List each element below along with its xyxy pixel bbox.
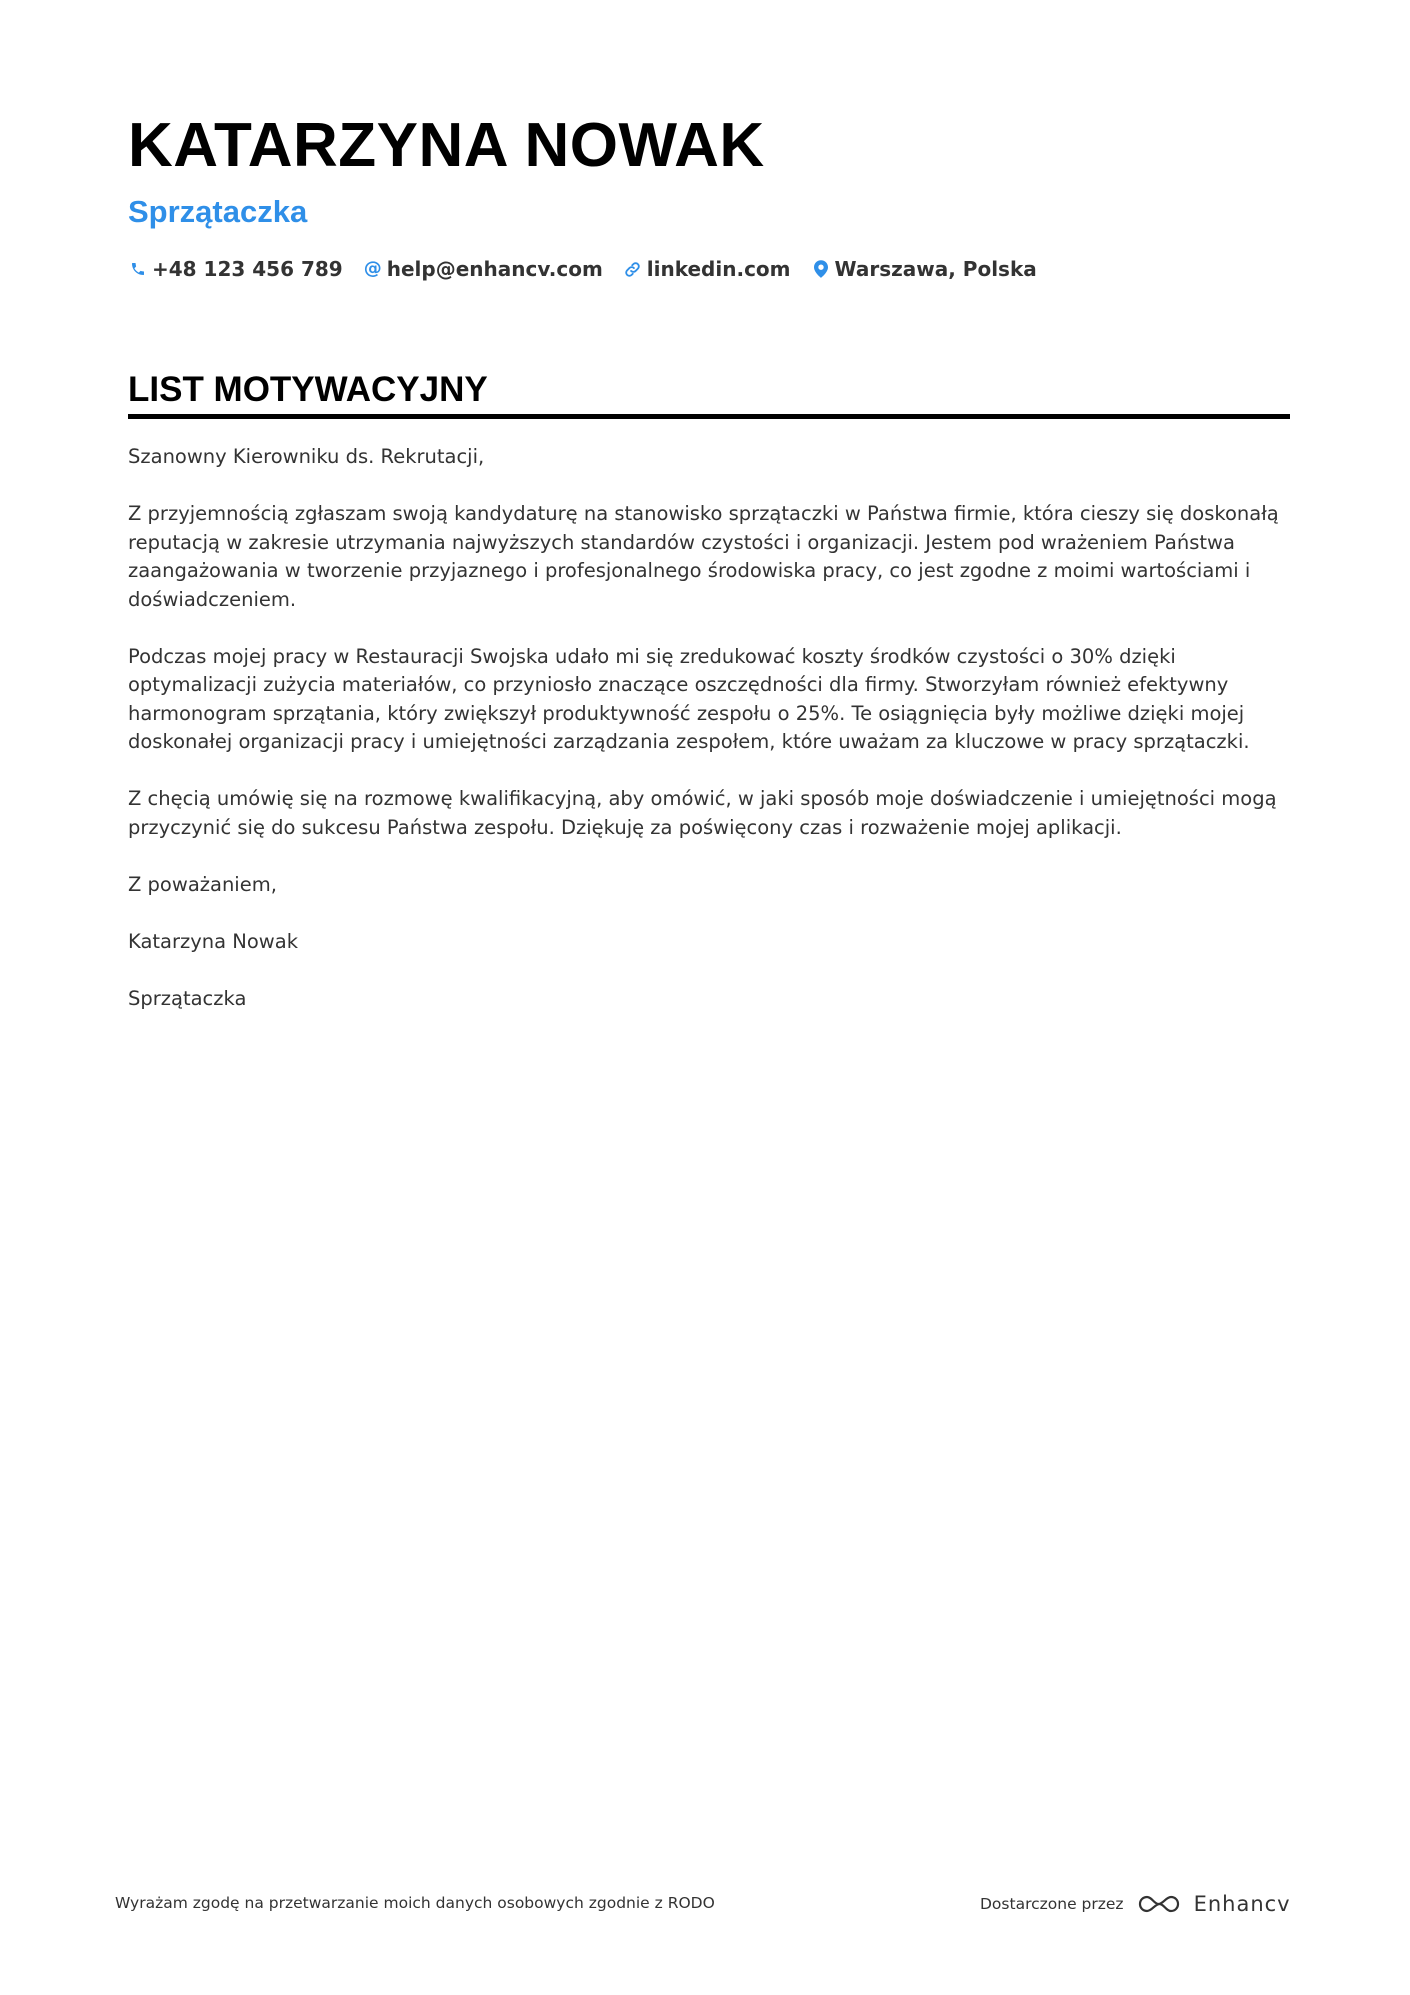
at-icon: @ <box>363 258 382 279</box>
signature-name: Katarzyna Nowak <box>128 929 298 953</box>
letter-body <box>128 443 1290 1013</box>
header <box>128 106 1290 281</box>
linkedin-text: linkedin.com <box>646 257 791 281</box>
contact-email[interactable] <box>363 257 603 281</box>
powered-by-label: Dostarczone przez <box>980 1895 1124 1913</box>
location-text: Warszawa, Polska <box>834 257 1037 281</box>
letter-greeting: Szanowny Kierowniku ds. Rekrutacji, <box>128 445 485 468</box>
letter-paragraph: Podczas mojej pracy w Restauracji Swojska udało mi się zredukować koszty środków czystości o 30% dzięki optymalizacji zużycia materiałów, co przyniosło znaczące oszczędności dla firmy. Stworzyłam również efektywny harmonogram sprzątania, który zwiększył produktywność zespołu o 25%. Te osiągnięcia były możliwe dzięki mojej doskonałej organizacji pracy i umiejętności zarządzania zespołem, które uważam za kluczowe w pracy sprzątaczki. <box>128 644 1250 753</box>
gdpr-consent: Wyrażam zgodę na przetwarzanie moich danych osobowych zgodnie z RODO <box>115 1894 715 1912</box>
enhancv-logo-icon <box>1136 1892 1182 1916</box>
cover-letter-section <box>128 368 1290 1042</box>
location-pin-icon <box>811 259 831 279</box>
brand-name: Enhancv <box>1193 1892 1291 1916</box>
letter-paragraph: Z chęcią umówię się na rozmowę kwalifikacyjną, aby omówić, w jaki sposób moje doświadczenie i umiejętności mogą przyczynić się do sukcesu Państwa zespołu. Dziękuję za poświęcony czas i rozważenie mojej aplikacji. <box>128 787 1277 839</box>
email-text: help@enhancv.com <box>386 257 603 281</box>
phone-text: +48 123 456 789 <box>152 257 343 281</box>
contact-location <box>811 257 1037 281</box>
phone-icon <box>128 259 148 279</box>
contact-phone[interactable] <box>128 257 343 281</box>
link-icon <box>623 259 643 279</box>
candidate-name: KATARZYNA NOWAK <box>128 111 765 180</box>
powered-by[interactable] <box>980 1892 1291 1916</box>
letter-paragraph: Z przyjemnością zgłaszam swoją kandydaturę na stanowisko sprzątaczki w Państwa firmie, która cieszy się doskonałą reputacją w zakresie utrzymania najwyższych standardów czystości i organizacji. Jestem pod wrażeniem Państwa zaangażowania w tworzenie przyjaznego i profesjonalnego środowiska pracy, co jest zgodne z moimi wartościami i doświadczeniem. <box>128 502 1279 611</box>
section-title: LIST MOTYWACYJNY <box>128 368 1290 419</box>
signature-role: Sprzątaczka <box>128 986 247 1010</box>
contact-linkedin[interactable] <box>623 257 791 281</box>
contact-bar <box>128 257 1290 281</box>
candidate-role: Sprzątaczka <box>128 194 308 229</box>
letter-closing: Z poważaniem, <box>128 872 277 896</box>
